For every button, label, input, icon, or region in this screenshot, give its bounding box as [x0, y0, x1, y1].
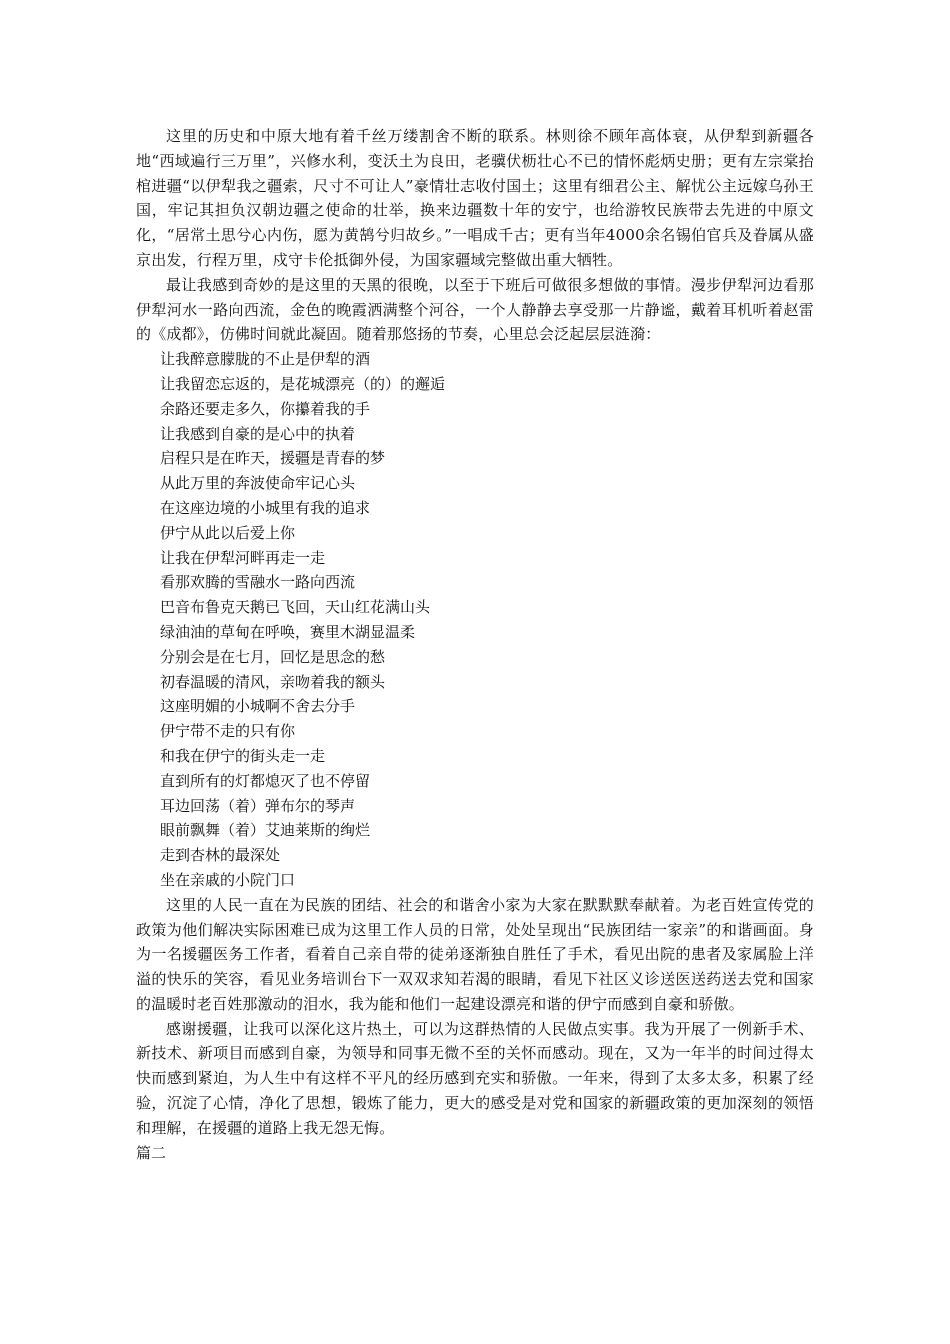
paragraph-history: 这里的历史和中原大地有着千丝万缕割舍不断的联系。林则徐不顾年高体衰，从伊犁到新疆各地“西域遍行三万里”，兴修水利，变沃土为良田，老骥伏枥壮心不已的情怀彪炳史册；更有左宗棠抬棺进疆“以伊犁我之疆索，尺寸不可让人”豪情壮志收付国土；这里有细君公主、解忧公主远嫁乌孙王国，牢记其担负汉朝边疆之使命的壮举，换来边疆数十年的安宁，也给游牧民族带去先进的中原文化，“居常土思兮心内伤，愿为黄鹄兮归故乡。”一唱成千古；更有当年4000余名锡伯官兵及眷属从盛京出发，行程万里，戍守卡伦抵御外侵，为国家疆域完整做出重大牺牲。	[136, 127, 814, 269]
poem-line: 直到所有的灯都熄灭了也不停留	[160, 771, 371, 790]
poem-line: 在这座边境的小城里有我的追求	[160, 498, 371, 517]
poem-line: 巴音布鲁克天鹅已飞回，天山红花满山头	[160, 598, 431, 617]
section-heading: 篇二	[136, 1143, 167, 1162]
poem-lyrics	[136, 347, 814, 893]
poem-line: 坐在亲戚的小院门口	[160, 870, 296, 889]
poem-line: 让我留恋忘返的，是花城漂亮（的）的邂逅	[160, 374, 446, 393]
poem-line: 走到杏林的最深处	[160, 846, 281, 865]
poem-line: 让我在伊犁河畔再走一走	[160, 548, 326, 567]
poem-line: 分别会是在七月，回忆是思念的愁	[160, 647, 386, 666]
poem-line: 初春温暖的清风，亲吻着我的额头	[160, 672, 386, 691]
poem-line: 眼前飘舞（着）艾迪莱斯的绚烂	[160, 821, 371, 840]
poem-line: 让我醉意朦胧的不止是伊犁的酒	[160, 350, 371, 369]
poem-line: 伊宁带不走的只有你	[160, 722, 296, 741]
paragraph-evening: 最让我感到奇妙的是这里的天黑的很晚，以至于下班后可做很多想做的事情。漫步伊犁河边看那伊犁河水一路向西流，金色的晚霞洒满整个河谷，一个人静静去享受那一片静谧，戴着耳机听着赵雷的《成都》，仿佛时间就此凝固。随着那悠扬的节奏，心里总会泛起层层涟漪：	[136, 275, 814, 344]
poem-line: 绿油油的草甸在呼唤，赛里木湖显温柔	[160, 622, 416, 641]
poem-line: 余路还要走多久，你攥着我的手	[160, 399, 371, 418]
poem-line: 看那欢腾的雪融水一路向西流	[160, 573, 356, 592]
poem-line: 让我感到自豪的是心中的执着	[160, 424, 356, 443]
poem-line: 耳边回荡（着）弹布尔的琴声	[160, 796, 356, 815]
poem-line: 启程只是在昨天，援疆是青春的梦	[160, 449, 386, 468]
poem-line: 从此万里的奔波使命牢记心头	[160, 474, 356, 493]
poem-line: 和我在伊宁的街头走一走	[160, 746, 326, 765]
document-page	[136, 124, 814, 1165]
poem-line: 伊宁从此以后爱上你	[160, 523, 296, 542]
poem-line: 这座明媚的小城啊不舍去分手	[160, 697, 356, 716]
paragraph-gratitude: 感谢援疆，让我可以深化这片热土，可以为这群热情的人民做点实事。我为开展了一例新手术、新技术、新项目而感到自豪，为领导和同事无微不至的关怀而感动。现在，又为一年半的时间过得太快而感到紧迫，为人生中有这样不平凡的经历感到充实和骄傲。一年来，得到了太多太多，积累了经验，沉淀了心情，净化了思想，锻炼了能力，更大的感受是对党和国家的新疆政策的更加深刻的领悟和理解，在援疆的道路上我无怨无悔。	[136, 1019, 814, 1137]
paragraph-people: 这里的人民一直在为民族的团结、社会的和谐舍小家为大家在默默默奉献着。为老百姓宣传党的政策为他们解决实际困难已成为这里工作人员的日常，处处呈现出“民族团结一家亲”的和谐画面。身为一名援疆医务工作者，看着自己亲自带的徒弟逐渐独自胜任了手术，看见出院的患者及家属脸上洋溢的快乐的笑容，看见业务培训台下一双双求知若渴的眼睛，看见下社区义诊送医送药送去党和国家的温暖时老百姓那激动的泪水，我为能和他们一起建设漂亮和谐的伊宁而感到自豪和骄傲。	[136, 895, 814, 1013]
